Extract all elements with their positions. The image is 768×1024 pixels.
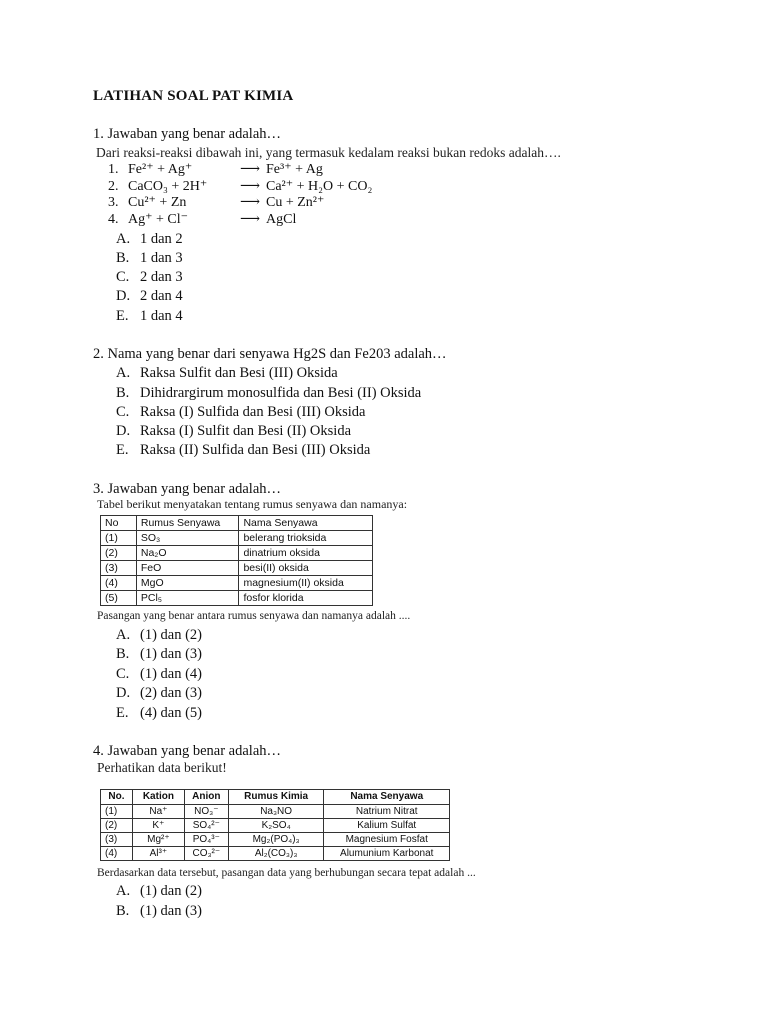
option-letter: D. [116,288,131,304]
table-row [101,819,450,833]
answer-option [116,705,202,722]
table-row [101,847,450,861]
table-cell: Alumunium Karbonat [324,847,450,861]
option-letter: D. [116,685,131,701]
answer-option [116,423,351,440]
column-header: Nama Senyawa [239,516,373,531]
option-text: (1) dan (4) [140,666,203,682]
answer-option [116,903,202,920]
question-1-heading: 1. Jawaban yang benar adalah… [93,126,282,142]
option-letter: B. [116,646,130,662]
option-letter: D. [116,423,131,439]
table-row [101,805,450,819]
question-4-prompt: Berdasarkan data tersebut, pasangan data yang berhubungan secara tepat adalah ... [97,867,476,879]
answer-option [116,646,202,663]
table-cell: magnesium(II) oksida [239,576,373,591]
column-header: Rumus Senyawa [136,516,239,531]
table-cell: (2) [101,546,137,561]
answer-option [116,365,338,382]
table-header-row [101,790,450,805]
table-cell: (1) [101,805,133,819]
table-row [101,591,373,606]
reaction-arrow-icon: ⟶ [240,212,261,227]
table-cell: Na₃NO [228,805,324,819]
table-cell: CO₃²⁻ [184,847,228,861]
option-text: (1) dan (2) [140,627,203,643]
reaction-products: Fe³⁺ + Ag [266,162,323,177]
reaction-number: 1. [108,162,119,177]
table-cell: Al₂(CO₃)₃ [228,847,324,861]
table-cell: FeO [136,561,239,576]
column-header: Kation [132,790,184,805]
table-cell: MgO [136,576,239,591]
table-cell: dinatrium oksida [239,546,373,561]
table-cell: (4) [101,576,137,591]
reaction-row [108,161,323,178]
reaction-reactants: Fe²⁺ + Ag⁺ [128,162,193,177]
table-cell: (4) [101,847,133,861]
table-cell: (3) [101,833,133,847]
option-letter: E. [116,308,129,324]
answer-option [116,685,202,702]
option-text: 2 dan 4 [140,288,183,304]
table-cell: Kalium Sulfat [324,819,450,833]
option-letter: A. [116,883,131,899]
answer-option [116,288,183,305]
table-row [101,531,373,546]
question-3-heading: 3. Jawaban yang benar adalah… [93,481,282,497]
option-text: Raksa (I) Sulfida dan Besi (III) Oksida [140,404,366,420]
table-cell: Al³⁺ [132,847,184,861]
table-cell: Mg₂(PO₄)₃ [228,833,324,847]
question-2-heading: 2. Nama yang benar dari senyawa Hg2S dan Fe203 adalah… [93,346,447,362]
answer-option [116,883,202,900]
answer-option [116,442,370,459]
question-3-prompt: Pasangan yang benar antara rumus senyawa dan namanya adalah .... [97,610,411,622]
column-header: Nama Senyawa [324,790,450,805]
option-letter: A. [116,627,131,643]
table-row [101,833,450,847]
option-letter: E. [116,442,129,458]
page-title: LATIHAN SOAL PAT KIMIA [93,88,294,104]
answer-option [116,308,183,325]
reaction-products: Cu + Zn²⁺ [266,195,325,210]
reaction-arrow-icon: ⟶ [240,162,261,177]
option-text: 1 dan 2 [140,231,183,247]
reaction-number: 4. [108,212,119,227]
table-cell: besi(II) oksida [239,561,373,576]
compound-table [100,515,373,606]
option-letter: B. [116,903,130,919]
option-text: (2) dan (3) [140,685,203,701]
table-cell: (5) [101,591,137,606]
option-text: Dihidrargirum monosulfida dan Besi (II) Oksida [140,385,422,401]
answer-option [116,269,183,286]
answer-option [116,231,183,248]
table-cell: fosfor klorida [239,591,373,606]
answer-option [116,385,421,402]
option-text: 1 dan 3 [140,250,183,266]
table-cell: SO₄²⁻ [184,819,228,833]
table-cell: PCl₅ [136,591,239,606]
reaction-products: Ca²⁺ + H₂O + CO₂ [266,179,373,194]
option-letter: C. [116,666,130,682]
column-header: No [101,516,137,531]
option-letter: B. [116,385,130,401]
option-letter: E. [116,705,129,721]
reaction-number: 3. [108,195,119,210]
answer-option [116,250,183,267]
table-cell: belerang trioksida [239,531,373,546]
question-4-intro: Perhatikan data berikut! [97,760,227,775]
table-row [101,561,373,576]
table-row [101,546,373,561]
option-letter: A. [116,231,131,247]
reaction-arrow-icon: ⟶ [240,179,261,194]
column-header: Rumus Kimia [228,790,324,805]
column-header: No. [101,790,133,805]
question-1-intro: Dari reaksi-reaksi dibawah ini, yang termasuk kedalam reaksi bukan redoks adalah…. [96,145,561,160]
reaction-row [108,211,296,228]
reaction-arrow-icon: ⟶ [240,195,261,210]
option-text: Raksa (II) Sulfida dan Besi (III) Oksida [140,442,371,458]
table-cell: Na₂O [136,546,239,561]
reaction-reactants: Ag⁺ + Cl⁻ [128,212,189,227]
option-text: (1) dan (2) [140,883,203,899]
reaction-row [108,194,324,211]
option-text: Raksa (I) Sulfit dan Besi (II) Oksida [140,423,352,439]
reaction-reactants: CaCO₃ + 2H⁺ [128,179,208,194]
reaction-row [108,178,372,195]
table-cell: Mg²⁺ [132,833,184,847]
table-cell: Natrium Nitrat [324,805,450,819]
question-3-intro: Tabel berikut menyatakan tentang rumus senyawa dan namanya: [97,497,408,511]
table-cell: Magnesium Fosfat [324,833,450,847]
table-cell: K⁺ [132,819,184,833]
reaction-reactants: Cu²⁺ + Zn [128,195,187,210]
table-cell: SO₃ [136,531,239,546]
option-letter: C. [116,269,130,285]
option-text: 2 dan 3 [140,269,183,285]
answer-option [116,666,202,683]
table-cell: (2) [101,819,133,833]
column-header: Anion [184,790,228,805]
table-row [101,576,373,591]
table-cell: (3) [101,561,137,576]
table-cell: (1) [101,531,137,546]
table-cell: Na⁺ [132,805,184,819]
option-letter: B. [116,250,130,266]
answer-option [116,404,366,421]
option-letter: C. [116,404,130,420]
answer-option [116,627,202,644]
table-header-row [101,516,373,531]
reaction-number: 2. [108,179,119,194]
option-text: (1) dan (3) [140,903,203,919]
option-text: (4) dan (5) [140,705,203,721]
ion-compound-table [100,789,450,861]
reaction-products: AgCl [266,212,297,227]
table-cell: NO₃⁻ [184,805,228,819]
option-text: Raksa Sulfit dan Besi (III) Oksida [140,365,338,381]
question-4-heading: 4. Jawaban yang benar adalah… [93,743,282,759]
option-letter: A. [116,365,131,381]
option-text: (1) dan (3) [140,646,203,662]
option-text: 1 dan 4 [140,308,183,324]
table-cell: K₂SO₄ [228,819,324,833]
table-cell: PO₄³⁻ [184,833,228,847]
